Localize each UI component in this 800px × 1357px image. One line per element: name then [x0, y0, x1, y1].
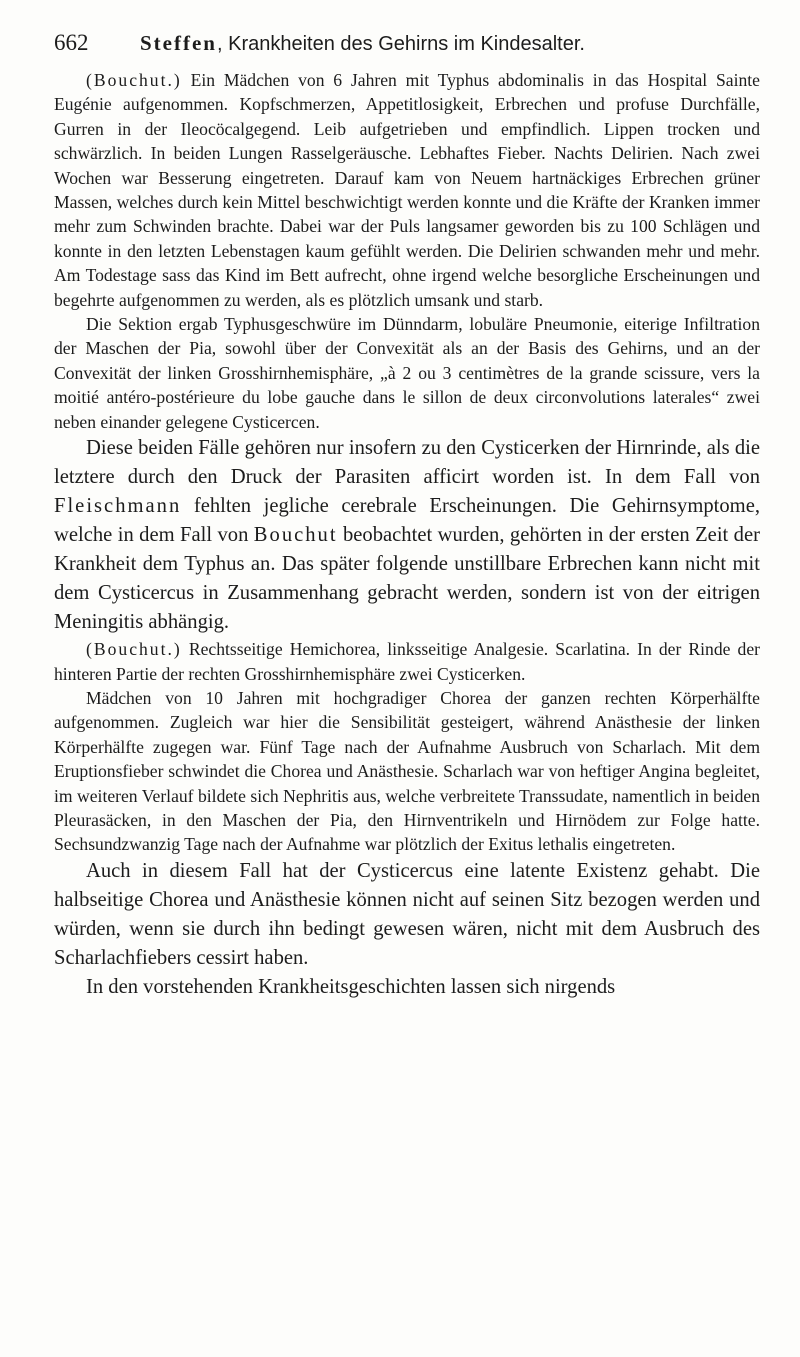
- discussion-text: Auch in diesem Fall hat der Cysticercus eine latente Existenz gehabt. Die halbseitige Chorea und Anästhesie können nicht auf seinen Sitz bezogen werden und würden, wenn sie durch ihn bedingt gewesen wären, nicht mit dem Ausbruch des Scharlachfiebers cessirt haben.: [54, 859, 760, 969]
- autopsy-paragraph: [54, 312, 760, 434]
- case-source: (Bouchut.): [86, 70, 182, 90]
- discussion-text-2: fehlten jegliche cerebrale Erscheinungen. Die Gehirnsymptome, welche in dem Fall von: [54, 495, 760, 547]
- case-history-paragraph: [54, 686, 760, 857]
- autopsy-text: Die Sektion ergab Typhusgeschwüre im Dünndarm, lobuläre Pneumonie, eiterige Infiltration der Maschen der Pia, sowohl über der Convexität als an der Basis des Gehirns, und an der Convexität der linken Grosshirnhemisphäre, „à 2 ou 3 centimètres de la grande scissure, vers la moitié antéro-postérieure du lobe gauche dans le sillon de deux circonvolutions laterales“ zwei neben einander gelegene Cysticercen.: [54, 314, 760, 432]
- discussion-paragraph-2: [54, 857, 760, 973]
- running-title: [140, 18, 585, 69]
- page-number: 662: [54, 30, 89, 55]
- page-header: [54, 18, 760, 68]
- case-report-summary: [54, 637, 760, 686]
- author-name-fleischmann: Fleischmann: [54, 495, 182, 518]
- case-summary-text: Rechtsseitige Hemichorea, linksseitige Analgesie. Scarlatina. In der Rinde der hinteren Partie der rechten Grosshirnhemisphäre zwei Cysticerken.: [54, 639, 760, 684]
- discussion-text-1: Diese beiden Fälle gehören nur insofern zu den Cysticerken der Hirnrinde, als die letztere durch den Druck der Parasiten afficirt worden ist. In dem Fall von: [54, 437, 760, 489]
- discussion-paragraph: [54, 434, 760, 637]
- closing-paragraph: [54, 973, 760, 1002]
- case-text: Ein Mädchen von 6 Jahren mit Typhus abdominalis in das Hospital Sainte Eugénie aufgenommen. Kopfschmerzen, Appetitlosigkeit, Erbrechen und profuse Durchfälle, Gurren in der Ileocöcalgegend. Leib aufgetrieben und empfindlich. Lippen trocken und schwärzlich. In beiden Lungen Rasselgeräusche. Lebhaftes Fieber. Nachts Delirien. Nach zwei Wochen war Besserung eingetreten. Darauf kam von Neuem hartnäckiges Erbrechen grüner Massen, welches durch kein Mittel beschwichtigt werden konnte und die Kräfte der Kranken immer mehr zum Schwinden brachte. Dabei war der Puls langsamer geworden bis zu 100 Schlägen und konnte in den letzten Lebenstagen kaum gefühlt werden. Die Delirien schwanden mehr und mehr. Am Todestage sass das Kind im Bett aufrecht, ohne irgend welche besorgliche Erscheinungen und begehrte aufgenommen zu werden, als es plötzlich umsank und starb.: [54, 70, 760, 310]
- case-report-paragraph: [54, 68, 760, 312]
- case-history-text: Mädchen von 10 Jahren mit hochgradiger Chorea der ganzen rechten Körperhälfte aufgenommen. Zugleich war hier die Sensibilität gesteigert, während Anästhesie der linken Körperhälfte zugegen war. Fünf Tage nach der Aufnahme Ausbruch von Scharlach. Mit dem Eruptionsfieber schwindet die Chorea und Anästhesie. Scharlach war von heftiger Angina begleitet, im weiteren Verlauf bildete sich Nephritis aus, welche verbreitete Transsudate, namentlich in beiden Pleurasäcken, in den Maschen der Pia, den Hirnventrikeln und Hirnödem zur Folge hatte. Sechsundzwanzig Tage nach der Aufnahme war plötzlich der Exitus lethalis eingetreten.: [54, 687, 760, 855]
- author-name-bouchut: Bouchut: [253, 524, 338, 547]
- closing-text: In den vorstehenden Krankheitsgeschichten lassen sich nirgends: [86, 975, 616, 998]
- discussion-text-3: beobachtet wurden, gehörten in der ersten Zeit der Krankheit dem Typhus an. Das später folgende unstillbare Erbrechen kann nicht mit dem Cysticercus in Zusammenhang gebracht werden, sondern ist von der eitrigen Meningitis abhängig.: [54, 524, 760, 634]
- running-title-author: Steffen: [140, 31, 217, 55]
- case-source: (Bouchut.): [86, 639, 182, 660]
- running-title-text: , Krankheiten des Gehirns im Kindesalter.: [216, 33, 585, 55]
